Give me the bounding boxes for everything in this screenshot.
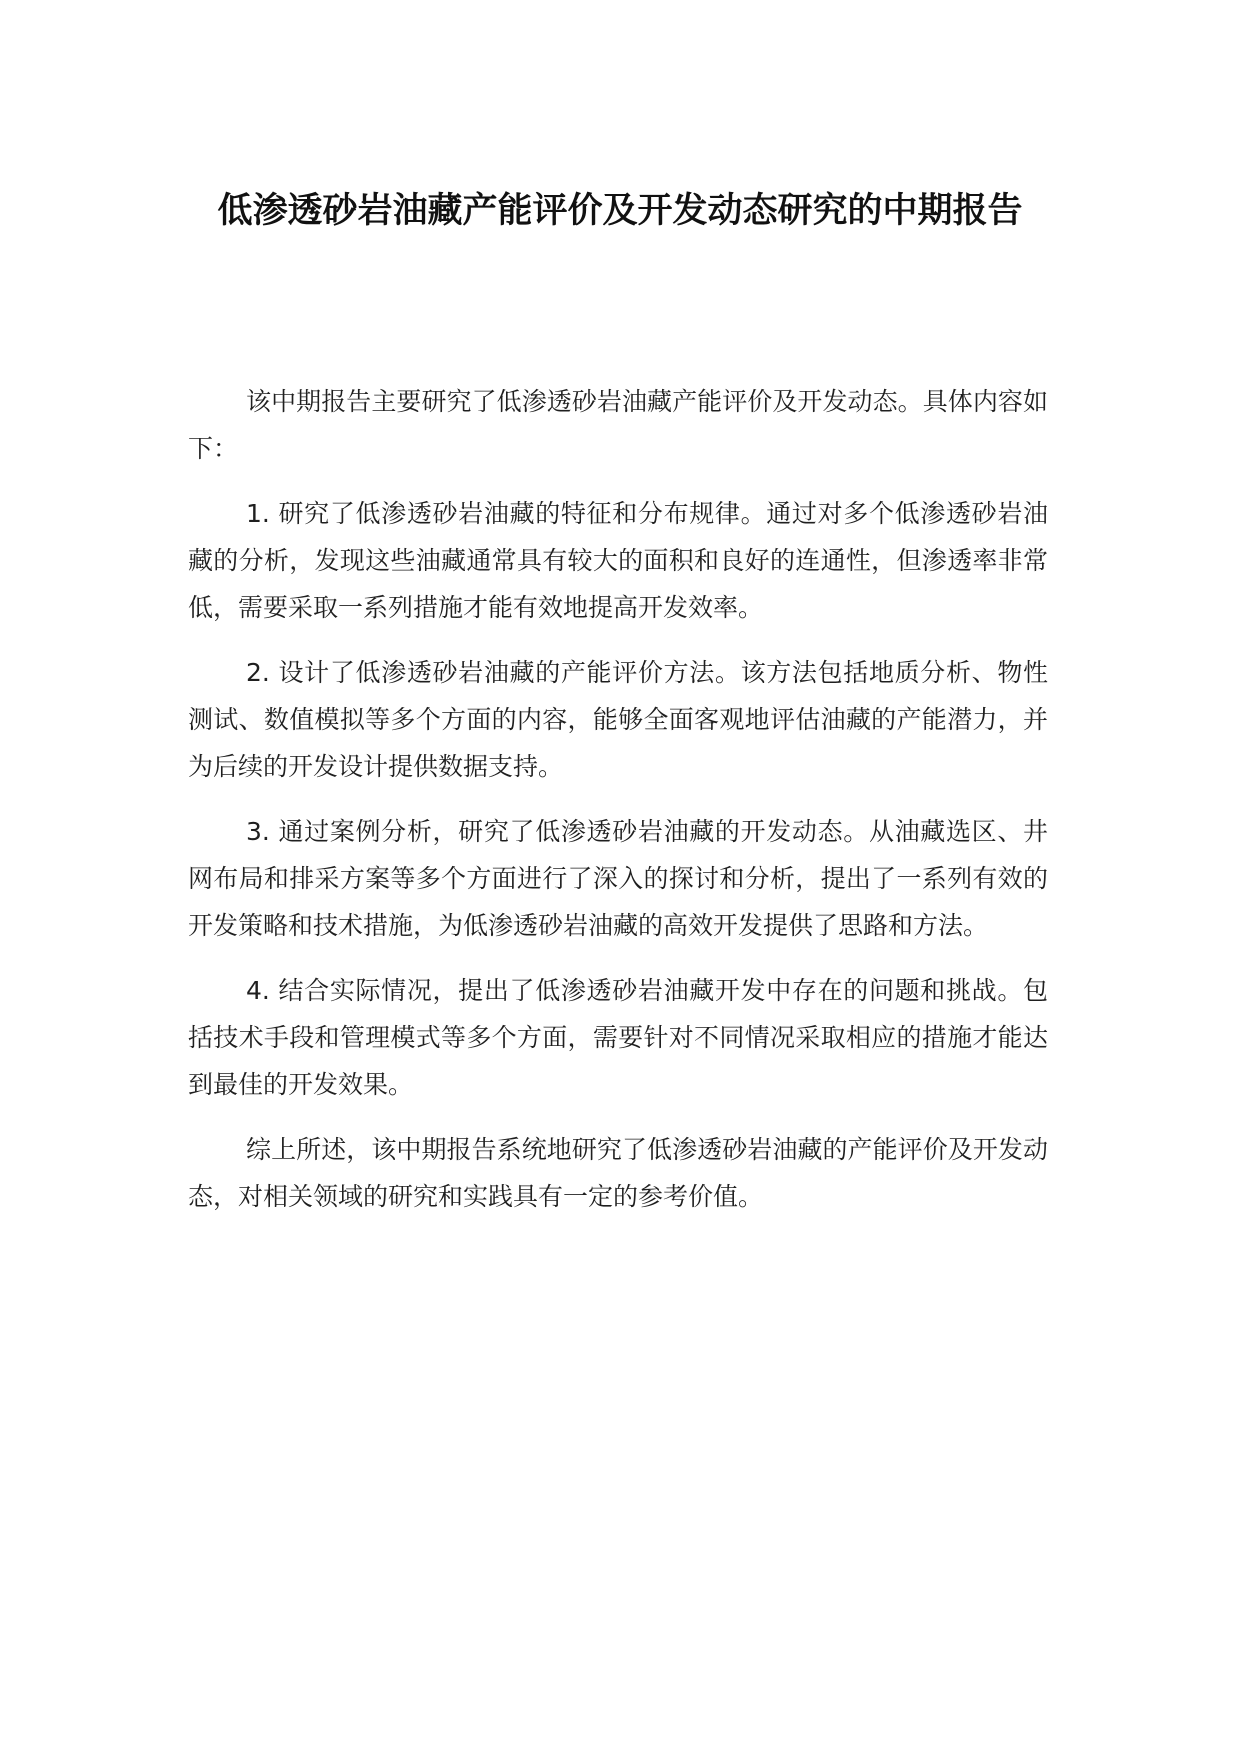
document-body: [188, 378, 1048, 1238]
document-title: 低渗透砂岩油藏产能评价及开发动态研究的中期报告: [217, 191, 1023, 231]
paragraph-intro: 该中期报告主要研究了低渗透砂岩油藏产能评价及开发动态。具体内容如下：: [188, 387, 1048, 463]
paragraph-conclusion: 综上所述，该中期报告系统地研究了低渗透砂岩油藏的产能评价及开发动态，对相关领域的研究和实践具有一定的参考价值。: [188, 1135, 1048, 1211]
paragraph-item-3: 3. 通过案例分析，研究了低渗透砂岩油藏的开发动态。从油藏选区、井网布局和排采方案等多个方面进行了深入的探讨和分析，提出了一系列有效的开发策略和技术措施，为低渗透砂岩油藏的高效开发提供了思路和方法。: [188, 817, 1048, 940]
paragraph-item-1: 1. 研究了低渗透砂岩油藏的特征和分布规律。通过对多个低渗透砂岩油藏的分析，发现这些油藏通常具有较大的面积和良好的连通性，但渗透率非常低，需要采取一系列措施才能有效地提高开发效率。: [188, 499, 1048, 622]
paragraph-item-2: 2. 设计了低渗透砂岩油藏的产能评价方法。该方法包括地质分析、物性测试、数值模拟等多个方面的内容，能够全面客观地评估油藏的产能潜力，并为后续的开发设计提供数据支持。: [188, 658, 1048, 781]
paragraph-item-4: 4. 结合实际情况，提出了低渗透砂岩油藏开发中存在的问题和挑战。包括技术手段和管理模式等多个方面，需要针对不同情况采取相应的措施才能达到最佳的开发效果。: [188, 976, 1048, 1099]
